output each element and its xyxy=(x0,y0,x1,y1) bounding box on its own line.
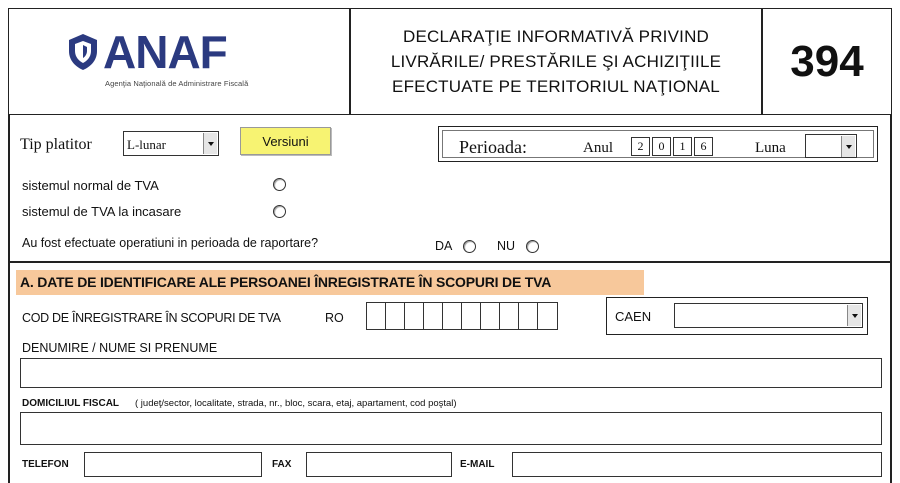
section-a-title: A. DATE DE IDENTIFICARE ALE PERSOANEI ÎNREGISTRATE ÎN SCOPURI DE TVA xyxy=(16,270,644,295)
domiciliu-label: DOMICILIUL FISCAL xyxy=(22,398,120,409)
cod-tva-label: COD DE ÎNREGISTRARE ÎN SCOPURI DE TVA xyxy=(22,311,281,325)
luna-select[interactable] xyxy=(805,134,857,158)
title-line-1: DECLARAŢIE INFORMATIVĂ PRIVIND xyxy=(402,27,710,46)
caen-label: CAEN xyxy=(615,309,652,324)
versiuni-button[interactable]: Versiuni xyxy=(240,127,331,155)
telefon-label: TELEFON xyxy=(22,459,69,470)
tva-normal-label: sistemul normal de TVA xyxy=(22,178,159,193)
form-title xyxy=(351,9,761,114)
cod-digit-cell[interactable] xyxy=(405,303,424,329)
da-label: DA xyxy=(435,239,453,253)
cod-digit-cell[interactable] xyxy=(443,303,462,329)
cod-tva-input[interactable] xyxy=(366,302,558,330)
year-digit[interactable]: 1 xyxy=(673,137,692,156)
anaf-shield-icon xyxy=(67,33,99,71)
chevron-down-icon[interactable] xyxy=(203,133,217,154)
tva-normal-radio[interactable] xyxy=(273,178,286,191)
perioada-box xyxy=(438,126,878,162)
year-digit[interactable]: 2 xyxy=(631,137,650,156)
denumire-field[interactable] xyxy=(20,358,882,388)
frame-border-right xyxy=(890,115,892,483)
perioada-label: Perioada: xyxy=(459,137,527,157)
telefon-field[interactable] xyxy=(84,452,262,477)
cod-digit-cell[interactable] xyxy=(481,303,500,329)
title-line-2: LIVRĂRILE/ PRESTĂRILE ŞI ACHIZIŢIILE xyxy=(390,52,722,71)
cod-digit-cell[interactable] xyxy=(462,303,481,329)
year-input[interactable] xyxy=(631,137,715,156)
cod-digit-cell[interactable] xyxy=(424,303,443,329)
title-line-3: EFECTUATE PE TERITORIUL NAŢIONAL xyxy=(392,77,720,96)
frame-border-left xyxy=(8,115,10,483)
form-number: 394 xyxy=(790,36,864,86)
logo-text: ANAF xyxy=(103,26,227,78)
cod-digit-cell[interactable] xyxy=(538,303,557,329)
luna-label: Luna xyxy=(755,140,786,156)
chevron-down-icon[interactable] xyxy=(841,136,855,157)
fax-label: FAX xyxy=(272,459,292,470)
email-label: E-MAIL xyxy=(460,459,495,470)
nu-label: NU xyxy=(497,239,516,253)
nu-radio[interactable] xyxy=(526,240,539,253)
anaf-logo xyxy=(67,26,297,93)
domiciliu-hint: ( judeţ/sector, localitate, strada, nr., bloc, scara, etaj, apartament, cod poştal) xyxy=(135,398,457,409)
email-field[interactable] xyxy=(512,452,882,477)
logo-subtitle: Agenţia Naţională de Administrare Fiscală xyxy=(105,79,249,88)
tip-platitor-select[interactable] xyxy=(123,131,219,156)
cod-digit-cell[interactable] xyxy=(519,303,538,329)
form-header xyxy=(8,8,892,115)
tva-incasare-radio[interactable] xyxy=(273,205,286,218)
operatiuni-question: Au fost efectuate operatiuni in perioada de raportare? xyxy=(22,236,319,250)
section-divider xyxy=(8,261,892,263)
da-radio[interactable] xyxy=(463,240,476,253)
tip-platitor-value: L-lunar xyxy=(127,137,166,152)
cod-digit-cell[interactable] xyxy=(386,303,405,329)
fax-field[interactable] xyxy=(306,452,452,477)
domiciliu-field[interactable] xyxy=(20,412,882,445)
chevron-down-icon[interactable] xyxy=(847,305,861,326)
year-digit[interactable]: 6 xyxy=(694,137,713,156)
tva-incasare-label: sistemul de TVA la incasare xyxy=(22,204,182,219)
cod-digit-cell[interactable] xyxy=(500,303,519,329)
cod-digit-cell[interactable] xyxy=(367,303,386,329)
perioada-inner-frame xyxy=(442,130,874,158)
tip-platitor-label: Tip platitor xyxy=(20,136,92,153)
denumire-label: DENUMIRE / NUME SI PRENUME xyxy=(22,341,218,355)
caen-box xyxy=(606,297,868,335)
anul-label: Anul xyxy=(583,140,613,156)
year-digit[interactable]: 0 xyxy=(652,137,671,156)
caen-select[interactable] xyxy=(674,303,863,328)
ro-prefix: RO xyxy=(325,311,344,325)
